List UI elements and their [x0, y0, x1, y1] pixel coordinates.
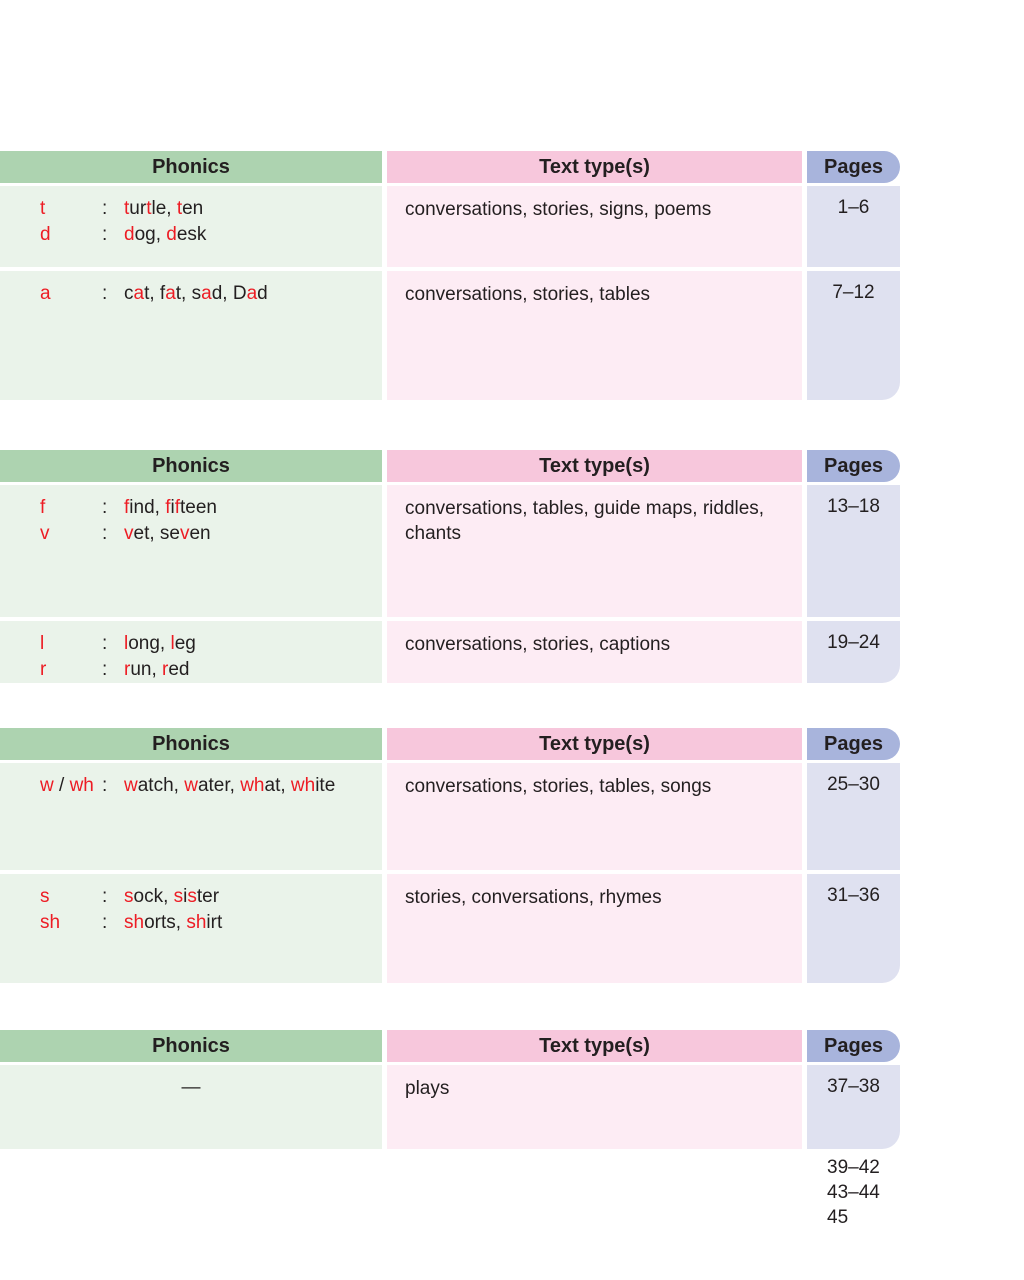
pages-header-cell: Pages: [807, 728, 900, 760]
red-highlight-letter: s: [187, 886, 197, 907]
pages-header-cell: Pages: [807, 151, 900, 183]
phonics-entry: [0, 773, 382, 799]
plain-letter: en: [189, 523, 211, 544]
text-types-cell: conversations, stories, tables, songs: [387, 763, 802, 870]
phonics-cell: [0, 621, 382, 683]
pages-cell: 7–12: [807, 271, 900, 400]
phonics-entry: [0, 222, 382, 248]
phonics-colon: :: [102, 497, 108, 518]
pages-cell: 31–36: [807, 874, 900, 983]
phonics-empty-dash: —: [181, 1077, 201, 1098]
phonics-colon: :: [102, 523, 108, 544]
text-types-cell: conversations, stories, captions: [387, 621, 802, 683]
red-highlight-letter: sh: [186, 912, 207, 933]
red-highlight-letter: f: [174, 497, 180, 518]
pages-cell: 1–6: [807, 186, 900, 267]
plain-letter: og,: [134, 224, 167, 245]
phonics-letter: [40, 196, 102, 222]
text-types-cell: stories, conversations, rhymes: [387, 874, 802, 983]
plain-letter: ite: [315, 775, 336, 796]
red-highlight-letter: a: [133, 283, 145, 304]
red-highlight-letter: l: [40, 633, 45, 654]
phonics-example-words: [124, 196, 203, 222]
phonics-letter: [40, 657, 102, 683]
phonics-colon: :: [102, 886, 108, 907]
red-highlight-letter: t: [124, 198, 130, 219]
phonics-example-words: [124, 495, 217, 521]
phonics-entry: [0, 631, 382, 657]
plain-letter: irt: [206, 912, 223, 933]
red-highlight-letter: v: [40, 523, 50, 544]
red-highlight-letter: sh: [40, 912, 61, 933]
plain-letter: ock,: [133, 886, 174, 907]
plain-letter: atch,: [137, 775, 185, 796]
text-types-header-cell: Text type(s): [387, 728, 802, 760]
phonics-letter: [40, 884, 102, 910]
phonics-header-cell: Phonics: [0, 450, 382, 482]
plain-letter: eg: [174, 633, 196, 654]
phonics-letter: [40, 281, 102, 307]
red-highlight-letter: t: [176, 198, 183, 219]
red-highlight-letter: f: [165, 497, 171, 518]
text-types-header-cell: Text type(s): [387, 1030, 802, 1062]
phonics-letter: [40, 631, 102, 657]
plain-letter: et, se: [133, 523, 180, 544]
table-row: [0, 186, 900, 267]
table-row: [0, 763, 900, 870]
phonics-example-words: [124, 910, 222, 936]
phonics-letter: [40, 521, 102, 547]
supplementary-pages: [827, 1155, 880, 1230]
phonics-cell: [0, 763, 382, 870]
table-row: [0, 271, 900, 400]
red-highlight-letter: a: [165, 283, 176, 304]
phonics-table-3: [0, 728, 900, 987]
phonics-cell: [0, 874, 382, 983]
phonics-example-words: [124, 631, 196, 657]
table-row: [0, 874, 900, 983]
phonics-entry: [0, 281, 382, 307]
plain-letter: i: [170, 497, 175, 518]
phonics-letter: [40, 910, 102, 936]
phonics-colon: :: [102, 775, 108, 796]
pages-header-cell: Pages: [807, 1030, 900, 1062]
text-types-cell: conversations, stories, tables: [387, 271, 802, 400]
table-row: [0, 621, 900, 683]
pages-cell: 13–18: [807, 485, 900, 617]
phonics-example-words: [124, 281, 268, 307]
plain-letter: le,: [151, 198, 177, 219]
phonics-letter: [40, 495, 102, 521]
text-types-cell: conversations, tables, guide maps, riddles, chants: [387, 485, 802, 617]
workbook-pages-line: 43–44: [827, 1182, 880, 1203]
red-highlight-letter: a: [201, 283, 212, 304]
red-highlight-letter: l: [170, 633, 175, 654]
plain-letter: c: [124, 283, 134, 304]
phonics-table-4: [0, 1030, 900, 1153]
red-highlight-letter: w: [184, 775, 198, 796]
table-header-row: [0, 151, 900, 183]
phonics-example-words: [124, 773, 335, 799]
phonics-cell: [0, 271, 382, 400]
plain-letter: t, s: [175, 283, 202, 304]
plain-letter: un,: [130, 659, 163, 680]
red-highlight-letter: wh: [290, 775, 316, 796]
phonics-example-words: [124, 521, 211, 547]
pages-cell: 25–30: [807, 763, 900, 870]
phonics-letter: [40, 222, 102, 248]
table-row: [0, 1065, 900, 1149]
red-highlight-letter: d: [166, 224, 177, 245]
plain-letter: esk: [176, 224, 207, 245]
phonics-entry: [0, 657, 382, 683]
red-highlight-letter: d: [40, 224, 51, 245]
workbook-pages-line: 39–42: [827, 1157, 880, 1178]
phonics-entry: [0, 910, 382, 936]
phonics-table-1: [0, 151, 900, 404]
pages-header-cell: Pages: [807, 450, 900, 482]
phonics-cell: [0, 1065, 382, 1149]
text-types-cell: plays: [387, 1065, 802, 1149]
plain-letter: teen: [180, 497, 217, 518]
workbook-pages-line: 45: [827, 1207, 849, 1228]
plain-letter: ed: [168, 659, 190, 680]
red-highlight-letter: t: [146, 198, 152, 219]
phonics-entry: [0, 495, 382, 521]
plain-letter: ong,: [128, 633, 171, 654]
red-highlight-letter: w: [124, 775, 138, 796]
plain-letter: d: [257, 283, 268, 304]
text-types-cell: conversations, stories, signs, poems: [387, 186, 802, 267]
red-highlight-letter: wh: [69, 775, 94, 796]
phonics-colon: :: [102, 633, 108, 654]
plain-letter: t, f: [144, 283, 166, 304]
phonics-example-words: [124, 657, 190, 683]
plain-letter: d, D: [211, 283, 247, 304]
plain-letter: ind,: [129, 497, 166, 518]
red-highlight-letter: v: [179, 523, 190, 544]
phonics-example-words: [124, 884, 219, 910]
phonics-colon: :: [102, 283, 108, 304]
red-highlight-letter: v: [124, 523, 134, 544]
red-highlight-letter: s: [40, 886, 50, 907]
phonics-entry: [0, 884, 382, 910]
phonics-letter: [40, 773, 102, 799]
red-highlight-letter: r: [40, 659, 47, 680]
phonics-colon: :: [102, 912, 108, 933]
table-header-row: [0, 450, 900, 482]
red-highlight-letter: wh: [240, 775, 265, 796]
red-highlight-letter: r: [124, 659, 131, 680]
phonics-header-cell: Phonics: [0, 728, 382, 760]
pages-cell: 19–24: [807, 621, 900, 683]
phonics-table-2: [0, 450, 900, 687]
plain-letter: ater,: [197, 775, 241, 796]
plain-letter: orts,: [144, 912, 187, 933]
plain-letter: at,: [264, 775, 291, 796]
red-highlight-letter: f: [124, 497, 130, 518]
red-highlight-letter: w: [40, 775, 54, 796]
red-highlight-letter: d: [124, 224, 135, 245]
pages-cell: 37–38: [807, 1065, 900, 1149]
plain-letter: /: [53, 775, 70, 796]
red-highlight-letter: s: [173, 886, 184, 907]
red-highlight-letter: l: [124, 633, 129, 654]
red-highlight-letter: s: [124, 886, 134, 907]
phonics-header-cell: Phonics: [0, 1030, 382, 1062]
plain-letter: ter: [196, 886, 220, 907]
phonics-colon: :: [102, 224, 108, 245]
text-types-header-cell: Text type(s): [387, 151, 802, 183]
table-header-row: [0, 1030, 900, 1062]
table-header-row: [0, 728, 900, 760]
phonics-colon: :: [102, 659, 108, 680]
phonics-example-words: [124, 222, 206, 248]
phonics-cell: [0, 485, 382, 617]
phonics-cell: [0, 186, 382, 267]
phonics-entry: [0, 196, 382, 222]
plain-letter: ur: [129, 198, 147, 219]
red-highlight-letter: a: [246, 283, 258, 304]
phonics-entry: [0, 521, 382, 547]
red-highlight-letter: f: [40, 497, 46, 518]
table-row: [0, 485, 900, 617]
phonics-header-cell: Phonics: [0, 151, 382, 183]
plain-letter: en: [182, 198, 204, 219]
red-highlight-letter: r: [162, 659, 169, 680]
red-highlight-letter: sh: [124, 912, 145, 933]
phonics-colon: :: [102, 198, 108, 219]
red-highlight-letter: t: [40, 198, 46, 219]
text-types-header-cell: Text type(s): [387, 450, 802, 482]
plain-letter: i: [183, 886, 188, 907]
red-highlight-letter: a: [40, 283, 51, 304]
